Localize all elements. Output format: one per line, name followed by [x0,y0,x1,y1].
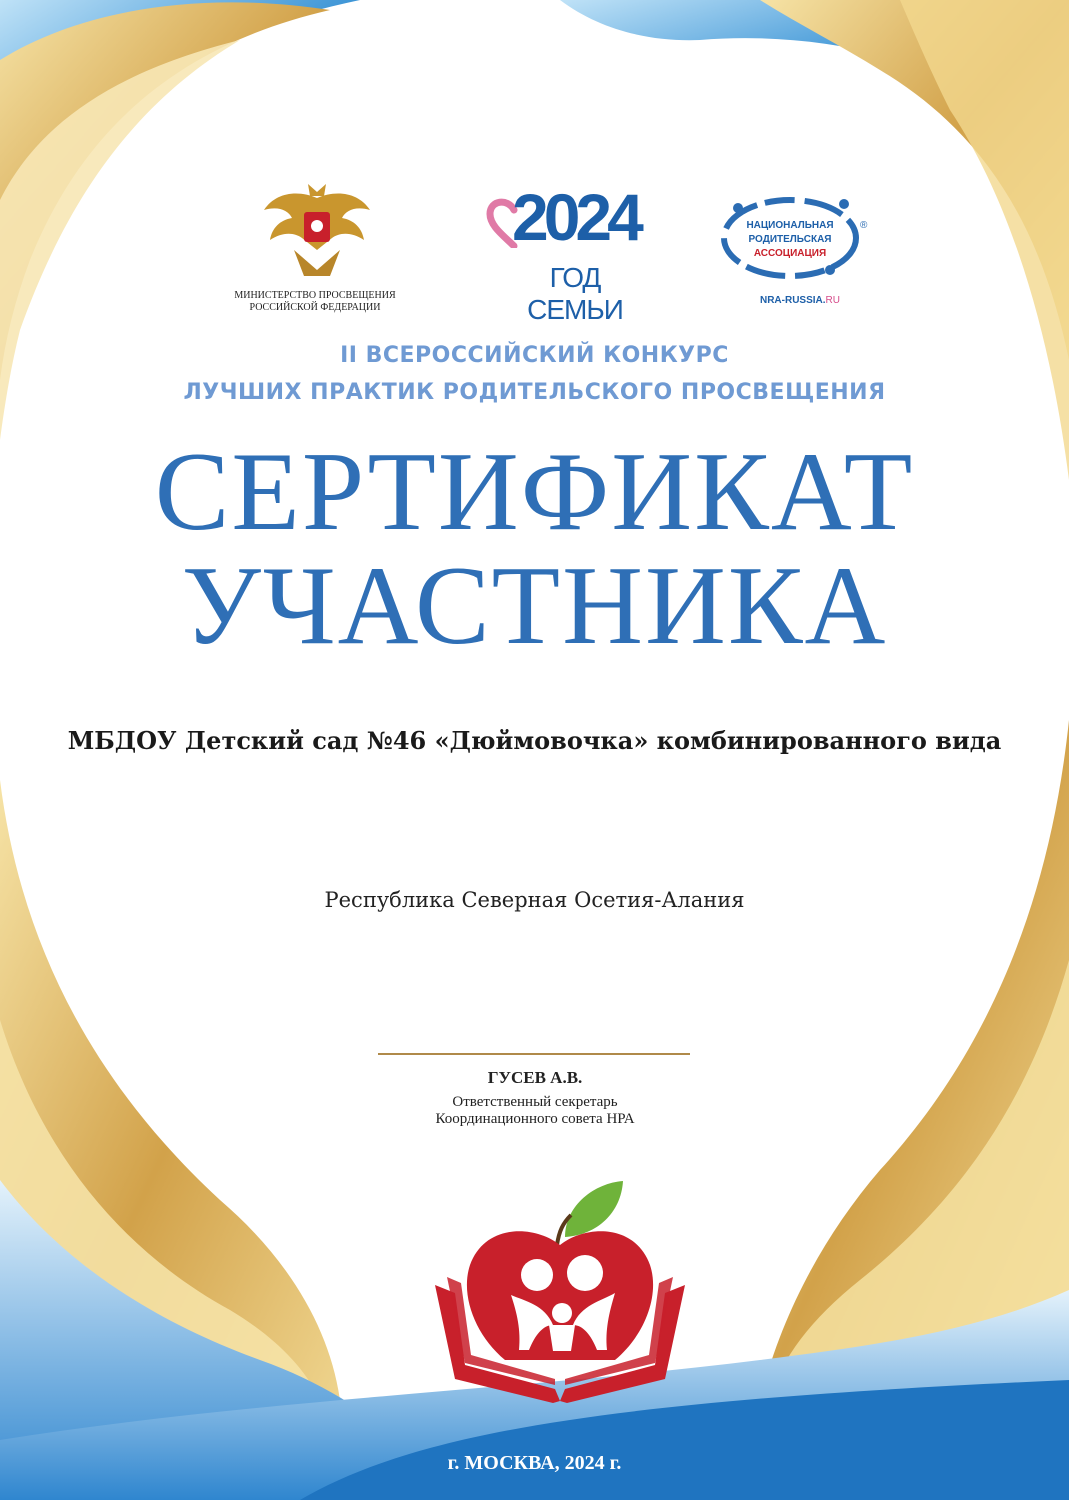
signatory-role [350,1094,720,1128]
ministry-line1: МИНИСТЕРСТВО ПРОСВЕЩЕНИЯ [234,290,396,301]
nra-logo [720,190,870,282]
nra-line2: РОДИТЕЛЬСКАЯ [748,234,832,245]
year-number: 2024 [512,180,639,254]
nra-url [740,295,860,306]
nra-line3: АССОЦИАЦИЯ [753,248,827,259]
double-headed-eagle-emblem-icon [258,180,376,280]
ministry-logo [258,180,376,280]
signature-line [378,1053,690,1055]
certificate-title-line2: УЧАСТНИКА [181,544,888,668]
contest-logo [425,1175,695,1410]
ministry-line2: РОССИЙСКОЙ ФЕДЕРАЦИИ [249,302,381,313]
nra-url-main: NRA-RUSSIA. [759,295,826,306]
apple-book-family-logo-icon [425,1175,695,1410]
certificate-title-line1: СЕРТИФИКАТ [154,430,915,554]
city-date: г. МОСКВА, 2024 г. [447,1452,622,1474]
ministry-name [200,290,430,314]
contest-line2: ЛУЧШИХ ПРАКТИК РОДИТЕЛЬСКОГО ПРОСВЕЩЕНИЯ [183,380,886,405]
nra-line1: НАЦИОНАЛЬНАЯ [746,220,834,231]
nra-url-tld: RU [825,295,840,306]
year-subtitle: ГОД СЕМЬИ [527,262,623,325]
signatory-name: ГУСЕВ А.В. [487,1068,583,1087]
signatory-role-line2: Координационного совета НРА [435,1111,635,1127]
recipient-organization: МБДОУ Детский сад №46 «Дюймовочка» комбинированного вида [67,726,1002,755]
signatory-role-line1: Ответственный секретарь [452,1094,618,1110]
recipient-region: Республика Северная Осетия-Алания [324,888,745,912]
registered-mark: ® [860,220,868,231]
contest-line1: II ВСЕРОССИЙСКИЙ КОНКУРС [340,343,729,368]
